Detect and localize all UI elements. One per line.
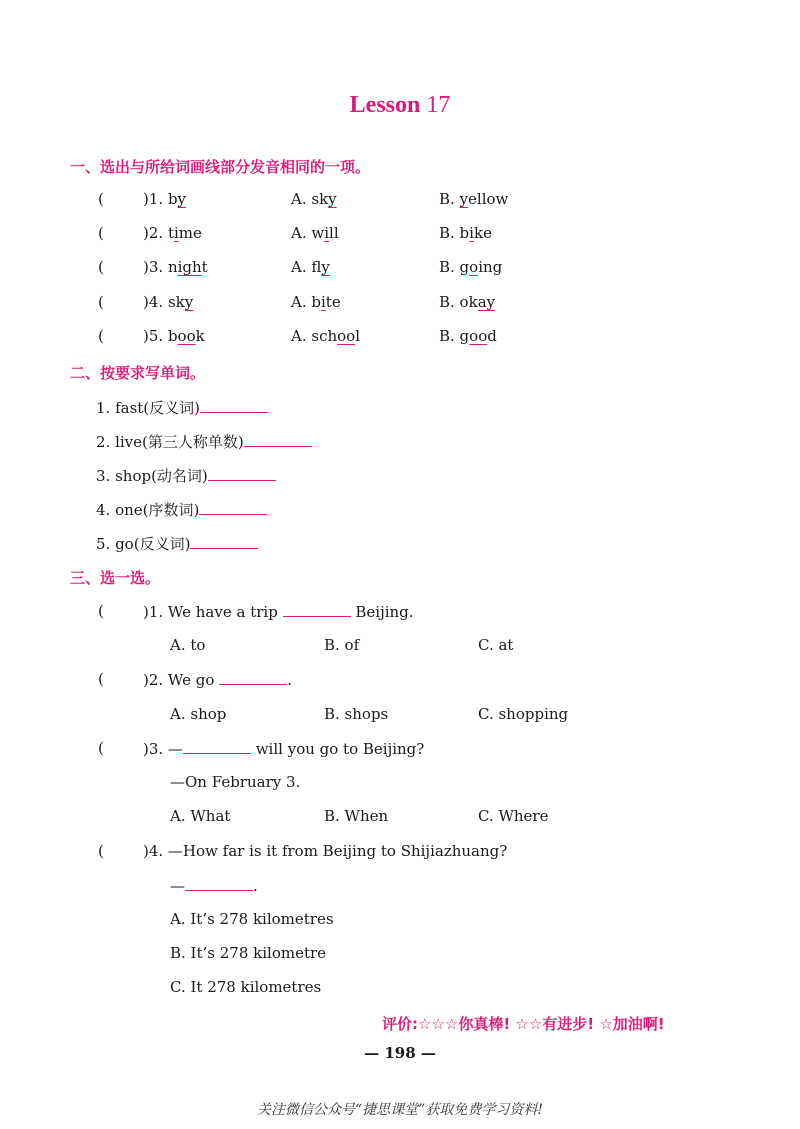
question-text: )3. — (143, 740, 183, 758)
word-part: te (325, 293, 341, 311)
option-c: C. It 278 kilometres (170, 978, 322, 996)
underlined-part: i (320, 293, 326, 311)
option-a (291, 224, 339, 242)
evaluation-text: 评价:☆☆☆你真棒! ☆☆有进步! ☆加油啊! (382, 1015, 665, 1033)
word-part: t (201, 258, 208, 276)
option-b: B. shops (324, 705, 389, 723)
option-c: C. at (478, 636, 514, 654)
answer-paren[interactable]: ( (98, 327, 104, 345)
question-tail: Beijing. (355, 603, 414, 621)
write-item (96, 431, 312, 452)
footer-note: 关注微信公众号“捷思课堂”获取免费学习资料! (257, 1102, 543, 1118)
given-word (143, 190, 186, 208)
word-part: b (167, 327, 178, 345)
underlined-part: oo (177, 327, 196, 345)
option-a: A. shop (170, 705, 227, 723)
question-4-response (170, 876, 258, 895)
word-part: B. (439, 190, 460, 208)
answer-paren[interactable]: ( (98, 602, 104, 620)
question-2 (143, 670, 292, 689)
section-3-heading: 三、选一选。 (70, 569, 161, 587)
write-prompt: 4. one(序数词) (96, 501, 200, 519)
option-a (291, 258, 330, 276)
write-prompt: 1. fast(反义词) (96, 399, 201, 417)
option-b: B. It’s 278 kilometre (170, 944, 327, 962)
answer-blank[interactable] (283, 602, 351, 617)
option-a (291, 190, 337, 208)
answer-paren[interactable]: ( (98, 190, 104, 208)
write-prompt: 3. shop(动名词) (96, 467, 208, 485)
dialogue-answer: —On February 3. (170, 773, 301, 791)
underlined-part: y (321, 258, 330, 276)
word-part: ing (478, 258, 503, 276)
question-1 (143, 602, 414, 621)
option-b (439, 190, 508, 208)
option-b: B. of (324, 636, 360, 654)
word-part: me (178, 224, 202, 242)
word-part: A. sk (291, 190, 329, 208)
underlined-part: igh (177, 258, 202, 276)
answer-paren[interactable]: ( (98, 258, 104, 276)
question-4: )4. —How far is it from Beijing to Shijiazhuang? (143, 842, 508, 860)
option-b (439, 224, 492, 242)
word-part: A. b (291, 293, 321, 311)
option-b (439, 258, 502, 276)
underlined-part: oo (469, 327, 488, 345)
underlined-part: i (173, 224, 179, 242)
page-title (0, 92, 800, 119)
option-a (291, 293, 341, 311)
answer-blank[interactable] (185, 876, 253, 891)
word-part: B. g (439, 258, 470, 276)
write-prompt: 5. go(反义词) (96, 535, 191, 553)
answer-blank[interactable] (183, 739, 251, 754)
question-3 (143, 739, 424, 758)
option-b (439, 293, 495, 311)
title-word: Lesson (349, 92, 421, 118)
item-number: )2. (143, 224, 168, 242)
underlined-part: y (459, 190, 469, 208)
word-part: t (167, 224, 174, 242)
word-part: b (167, 190, 178, 208)
option-b (439, 327, 497, 345)
section-2-heading: 二、按要求写单词。 (70, 364, 206, 382)
question-tail: will you go to Beijing? (255, 740, 425, 758)
write-item (96, 397, 268, 418)
write-item (96, 465, 276, 486)
given-word (143, 293, 193, 311)
underlined-part: y (184, 293, 194, 311)
item-number: )1. (143, 190, 168, 208)
underlined-part: ay (477, 293, 496, 311)
word-part: B. b (439, 224, 470, 242)
underlined-part: i (469, 224, 474, 242)
word-part: sk (167, 293, 185, 311)
word-part: A. w (291, 224, 325, 242)
answer-blank[interactable] (199, 500, 267, 515)
question-tail: . (253, 877, 258, 895)
option-b: B. When (324, 807, 389, 825)
answer-paren[interactable]: ( (98, 842, 104, 860)
answer-paren[interactable]: ( (98, 224, 104, 242)
answer-paren[interactable]: ( (98, 739, 104, 757)
option-c: C. Where (478, 807, 549, 825)
word-part: k (195, 327, 205, 345)
answer-paren[interactable]: ( (98, 670, 104, 688)
item-number: )5. (143, 327, 168, 345)
write-item (96, 499, 267, 520)
answer-blank[interactable] (208, 466, 276, 481)
answer-blank[interactable] (200, 398, 268, 413)
word-part: B. ok (439, 293, 478, 311)
word-part: ll (329, 224, 339, 242)
item-number: )3. (143, 258, 168, 276)
given-word (143, 224, 202, 242)
given-word (143, 258, 208, 276)
write-prompt: 2. live(第三人称单数) (96, 433, 244, 451)
option-c: C. shopping (478, 705, 569, 723)
underlined-part: i (324, 224, 330, 242)
underlined-part: y (328, 190, 337, 208)
word-part: ke (473, 224, 492, 242)
word-part: n (167, 258, 178, 276)
question-text: )2. We go (143, 671, 215, 689)
word-part: ellow (468, 190, 509, 208)
answer-blank[interactable] (244, 432, 312, 447)
dash: — (170, 877, 185, 895)
option-a (291, 327, 360, 345)
option-a: A. What (170, 807, 231, 825)
section-1-heading: 一、选出与所给词画线部分发音相同的一项。 (70, 158, 371, 176)
underlined-part: oo (337, 327, 356, 345)
word-part: A. fl (291, 258, 322, 276)
word-part: B. g (439, 327, 470, 345)
item-number: )4. (143, 293, 168, 311)
question-tail: . (287, 671, 292, 689)
answer-paren[interactable]: ( (98, 293, 104, 311)
title-number: 17 (426, 92, 451, 118)
given-word (143, 327, 205, 345)
answer-blank[interactable] (190, 534, 258, 549)
underlined-part: y (177, 190, 187, 208)
option-a: A. to (170, 636, 206, 654)
answer-blank[interactable] (219, 670, 287, 685)
underlined-part: o (469, 258, 479, 276)
word-part: l (355, 327, 361, 345)
option-a: A. It’s 278 kilometres (170, 910, 334, 928)
write-item (96, 533, 258, 554)
question-text: )1. We have a trip (143, 603, 278, 621)
page-number: — 198 — (364, 1044, 436, 1062)
word-part: d (487, 327, 497, 345)
word-part: A. sch (291, 327, 338, 345)
